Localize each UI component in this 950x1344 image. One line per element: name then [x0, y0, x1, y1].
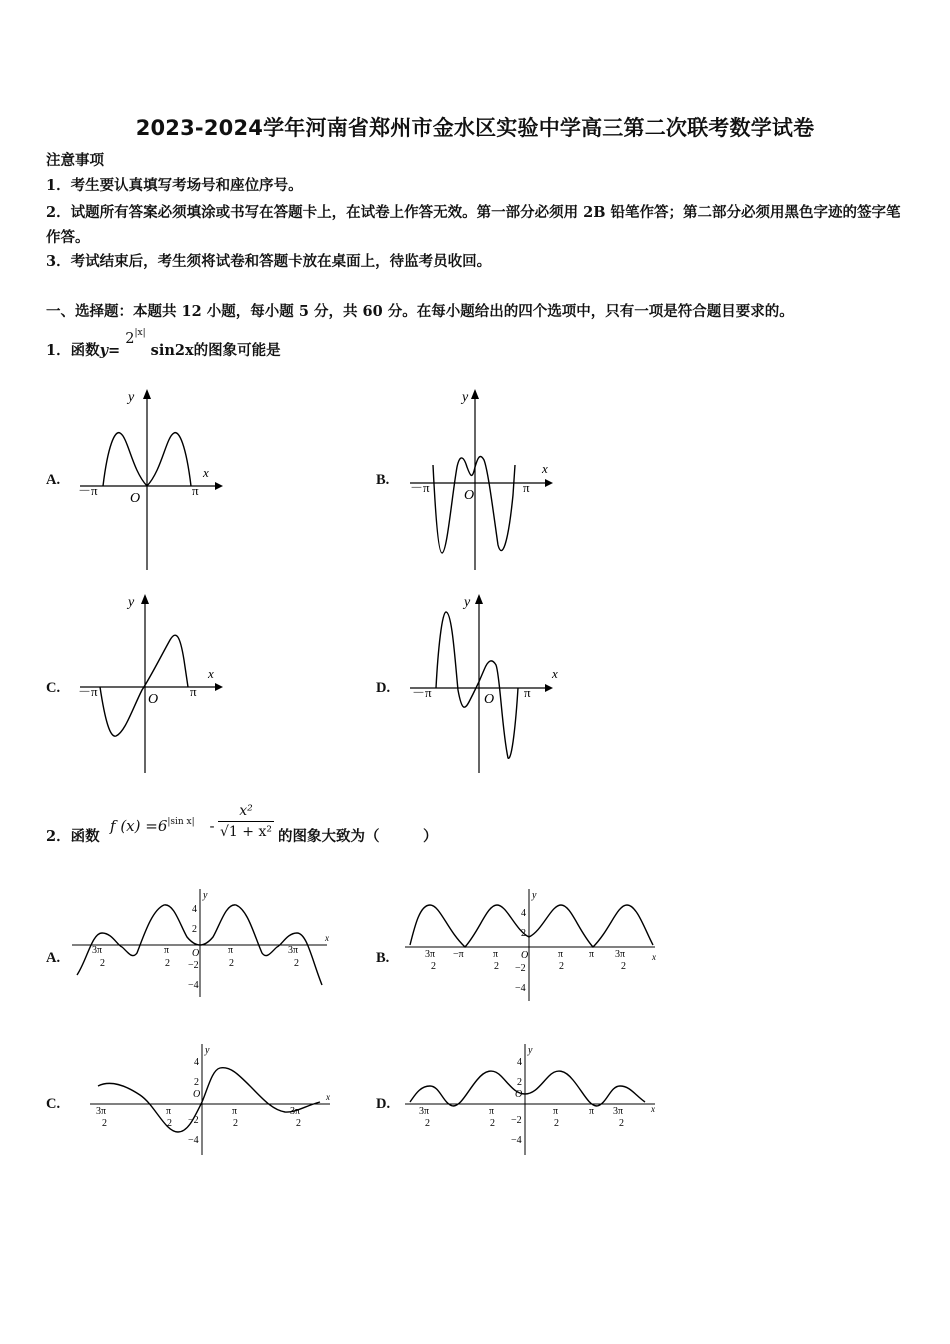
tick-3pi-den: 2: [621, 961, 626, 972]
tick-mpi: π: [493, 949, 499, 960]
curve: [410, 905, 653, 947]
tick-pi-den: 2: [233, 1118, 238, 1129]
q1-rest: sin2x: [150, 342, 194, 359]
y-label: y: [528, 1045, 533, 1056]
tick-m4: −4: [511, 1135, 522, 1146]
x-label: x: [325, 933, 329, 943]
page-title: 2023-2024学年河南省郑州市金水区实验中学高三第二次联考数学试卷: [135, 116, 815, 140]
tick-mpi-den: 2: [494, 961, 499, 972]
tick-negpi: −π: [453, 949, 464, 960]
neg-pi-label: －π: [410, 480, 430, 495]
q1-base: 2: [125, 331, 135, 347]
x-label: x: [208, 666, 214, 681]
tick-m2: −2: [188, 960, 199, 971]
q1-graph-d[interactable]: [400, 590, 570, 780]
q1-graph-c[interactable]: [70, 590, 240, 780]
q1-option-c-label[interactable]: C.: [46, 680, 61, 696]
tick-2: 2: [194, 1077, 199, 1088]
tick-pi: π: [553, 1106, 559, 1117]
q1-option-b-label[interactable]: B.: [376, 472, 390, 488]
q2-exp: |sin x|: [167, 817, 195, 827]
y-label: y: [203, 890, 208, 901]
tick-3pi: 3π: [288, 945, 299, 956]
q2-numerator: x²: [218, 803, 274, 822]
q1-graph-b[interactable]: [400, 385, 570, 575]
q2-option-b-label[interactable]: B.: [376, 950, 390, 966]
y-axis-arrow: [143, 389, 151, 399]
q1-lhs: y=: [99, 342, 121, 359]
y-label: y: [464, 595, 471, 610]
neg-pi-label: －π: [78, 684, 98, 699]
tick-m3pi-den: 2: [431, 961, 436, 972]
tick-pipi: π: [589, 1106, 595, 1117]
tick-2: 2: [521, 928, 526, 939]
tick-2: 2: [192, 924, 197, 935]
tick-4: 4: [521, 908, 526, 919]
tick-m3pi-den: 2: [100, 958, 105, 969]
y-label: y: [128, 595, 135, 610]
tick-pi: π: [232, 1106, 238, 1117]
q2-option-c-label[interactable]: C.: [46, 1096, 61, 1112]
tick-4: 4: [194, 1057, 199, 1068]
tick-mpi-den: 2: [490, 1118, 495, 1129]
tick-3pi: 3π: [615, 949, 626, 960]
tick-m3pi: 3π: [419, 1106, 430, 1117]
x-label: x: [652, 952, 656, 962]
notice-item-2: 2．试题所有答案必须填涂或书写在答题卡上，在试卷上作答无效。第一部分必须用 2B 铅笔作答；第二部分必须用黑色字迹的签字笔作答。: [46, 204, 901, 246]
origin-label: O: [484, 692, 495, 707]
tick-4: 4: [192, 904, 197, 915]
tick-m3pi-den: 2: [102, 1118, 107, 1129]
q2-graph-d[interactable]: [405, 1040, 665, 1160]
tick-m3pi: 3π: [96, 1106, 107, 1117]
x-label: x: [326, 1092, 330, 1102]
tick-3pi-den: 2: [296, 1118, 301, 1129]
pi-label: π: [524, 685, 531, 700]
tick-pipi: π: [589, 949, 595, 960]
q2-f: f (x) =6: [110, 817, 168, 835]
origin-label: O: [148, 692, 159, 707]
tick-pi-den: 2: [559, 961, 564, 972]
x-label: x: [651, 1104, 655, 1114]
notice-heading: 注意事项: [46, 152, 104, 169]
q1-option-d-label[interactable]: D.: [376, 680, 391, 696]
section-1-heading: 一、选择题：本题共 12 小题，每小题 5 分，共 60 分。在每小题给出的四个选项中，只有一项是符合题目要求的。: [46, 303, 794, 320]
q2-option-d-label[interactable]: D.: [376, 1096, 391, 1112]
origin-label: O: [130, 491, 141, 506]
y-label: y: [205, 1045, 210, 1056]
notice-item-1: 1．考生要认真填写考场号和座位序号。: [46, 177, 303, 194]
q2-minus: -: [209, 817, 215, 835]
curve: [98, 1068, 320, 1132]
q1-exp: |x|: [134, 328, 146, 338]
origin-label: O: [464, 488, 475, 503]
tick-m3pi: 3π: [425, 949, 436, 960]
q2-formula: [110, 817, 215, 835]
q1-option-a-label[interactable]: A.: [46, 472, 61, 488]
q1-suffix: 的图象可能是: [193, 342, 281, 359]
tick-2: 2: [517, 1077, 522, 1088]
neg-pi-label: －π: [78, 483, 98, 498]
q1-prefix: 1．函数: [46, 342, 100, 359]
q2-graph-a[interactable]: [72, 885, 332, 1000]
y-axis-arrow: [141, 594, 149, 604]
x-axis-arrow: [215, 482, 223, 490]
neg-pi-label: －π: [412, 685, 432, 700]
pi-label: π: [523, 480, 530, 495]
origin-label: O: [193, 1089, 201, 1100]
tick-mpi: π: [166, 1106, 172, 1117]
origin-label: O: [521, 950, 529, 961]
x-axis-arrow: [545, 479, 553, 487]
x-axis-arrow: [215, 683, 223, 691]
y-label: y: [462, 390, 469, 405]
tick-4: 4: [517, 1057, 522, 1068]
y-axis-arrow: [471, 389, 479, 399]
y-label: y: [532, 890, 537, 901]
q2-prefix: 2．函数: [46, 828, 100, 845]
x-label: x: [542, 461, 548, 476]
q2-fraction: [218, 803, 274, 840]
tick-m4: −4: [188, 1135, 199, 1146]
x-label: x: [203, 465, 209, 480]
tick-m2: −2: [511, 1115, 522, 1126]
tick-m4: −4: [188, 980, 199, 991]
tick-pi: π: [558, 949, 564, 960]
tick-3pi: 3π: [290, 1106, 301, 1117]
y-axis-arrow: [475, 594, 483, 604]
tick-m3pi-den: 2: [425, 1118, 430, 1129]
tick-mpi-den: 2: [167, 1118, 172, 1129]
origin-label: O: [515, 1089, 523, 1100]
q1-stem: [46, 328, 281, 364]
x-label: x: [552, 666, 558, 681]
tick-3pi-den: 2: [294, 958, 299, 969]
q2-option-a-label[interactable]: A.: [46, 950, 61, 966]
tick-3pi-den: 2: [619, 1118, 624, 1129]
tick-3pi: 3π: [613, 1106, 624, 1117]
tick-pi-den: 2: [554, 1118, 559, 1129]
curve: [410, 1071, 645, 1106]
q2-graph-c[interactable]: [90, 1040, 340, 1160]
tick-m3pi: 3π: [92, 945, 103, 956]
q2-suffix: 的图象大致为（ ）: [278, 828, 438, 845]
tick-m2: −2: [188, 1115, 199, 1126]
pi-label: π: [192, 483, 199, 498]
tick-pi: π: [228, 945, 234, 956]
x-axis-arrow: [545, 684, 553, 692]
tick-mpi-den: 2: [165, 958, 170, 969]
curve: [433, 456, 515, 553]
q1-graph-a[interactable]: [70, 385, 240, 575]
tick-m4: −4: [515, 983, 526, 994]
tick-mpi: π: [489, 1106, 495, 1117]
y-label: y: [128, 390, 135, 405]
notice-item-3: 3．考试结束后，考生须将试卷和答题卡放在桌面上，待监考员收回。: [46, 253, 492, 270]
pi-label: π: [190, 684, 197, 699]
origin-label: O: [192, 948, 200, 959]
curve: [436, 612, 518, 758]
tick-m2: −2: [515, 963, 526, 974]
curve: [100, 635, 188, 736]
q2-denominator: √1 + x²: [220, 824, 272, 840]
tick-pi-den: 2: [229, 958, 234, 969]
q2-graph-b[interactable]: [405, 885, 665, 1005]
tick-mpi: π: [164, 945, 170, 956]
